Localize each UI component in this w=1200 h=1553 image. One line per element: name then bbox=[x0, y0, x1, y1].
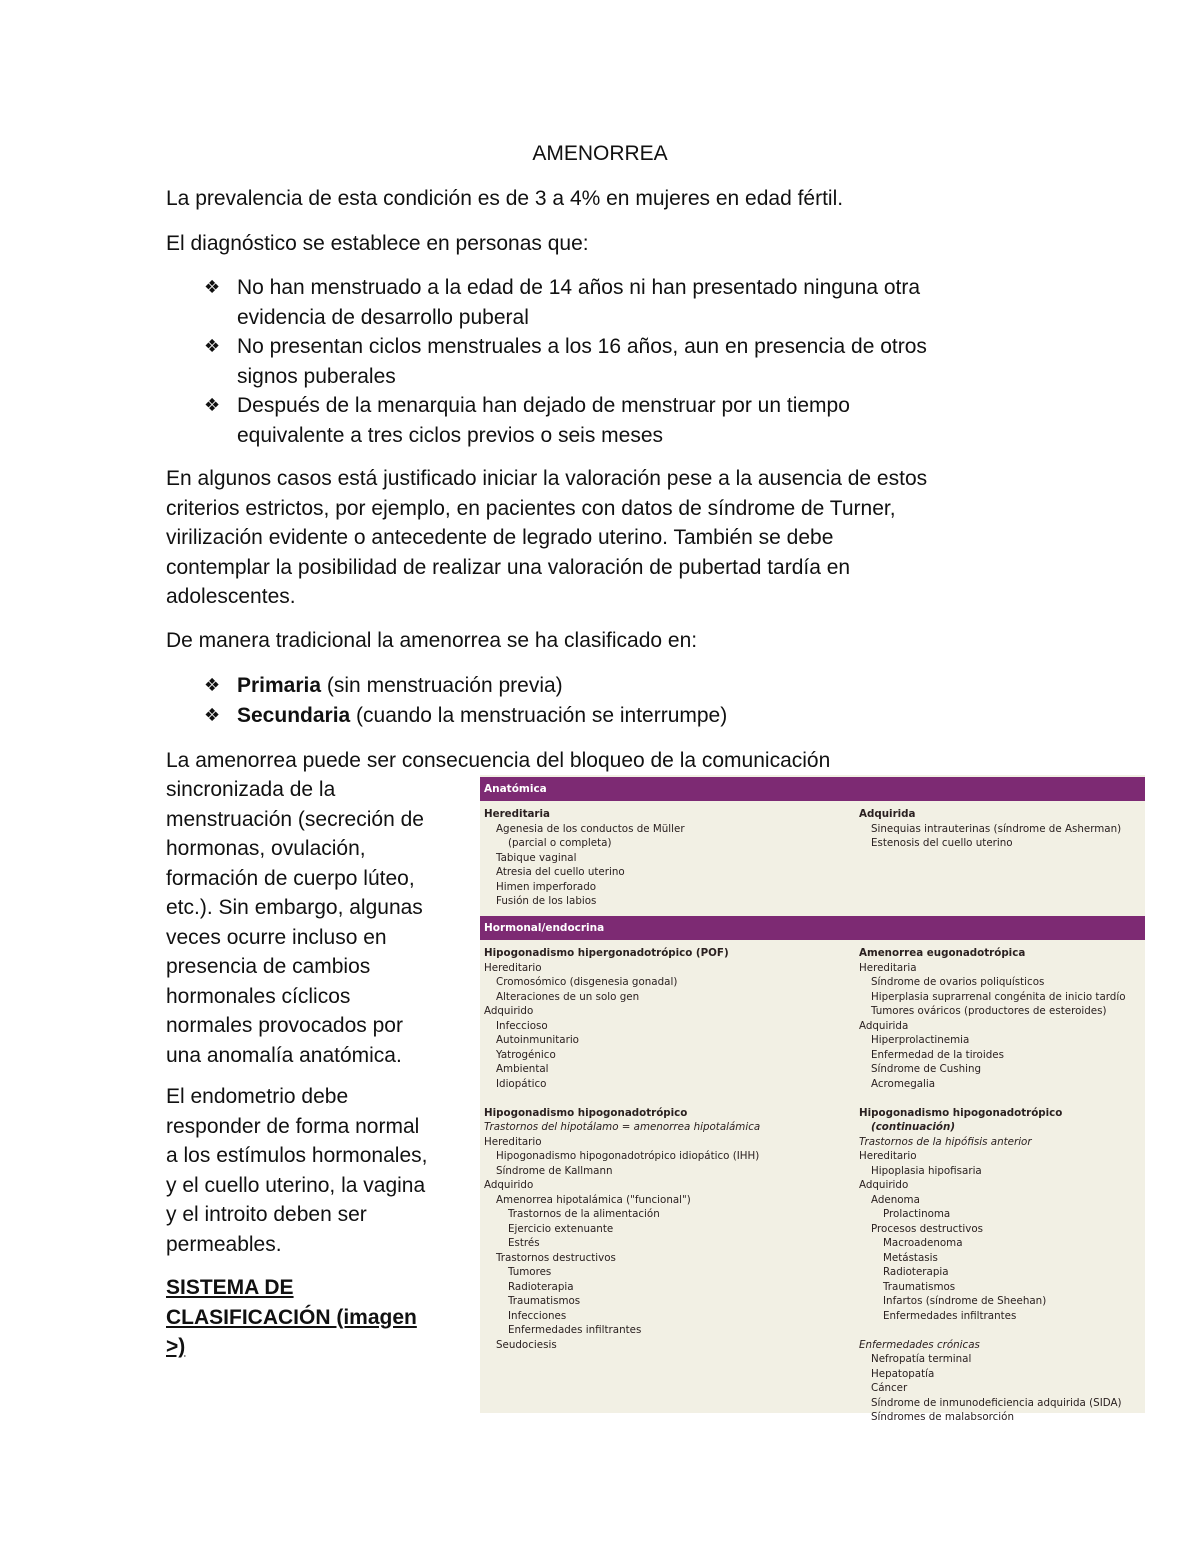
types-list bbox=[166, 671, 1036, 730]
hormonal-left-column bbox=[484, 946, 760, 1352]
table-entry bbox=[484, 1091, 760, 1106]
table-entry: (continuación) bbox=[871, 1121, 956, 1133]
diamond-bullet-icon: ❖ bbox=[204, 277, 221, 297]
table-entry: Hipogonadismo hipogonadotrópico bbox=[484, 1106, 688, 1119]
table-entry: Himen imperforado bbox=[496, 880, 597, 893]
table-entry: Tumores ováricos (productores de esteroides) bbox=[871, 1005, 1107, 1017]
table-entry: Agenesia de los conductos de Müller bbox=[496, 822, 685, 835]
table-entry: Hereditaria bbox=[484, 808, 550, 820]
table-entry: Metástasis bbox=[883, 1251, 938, 1264]
table-entry: Adquirida bbox=[859, 1019, 909, 1032]
table-entry: Adquirido bbox=[484, 1005, 534, 1017]
table-entry: Síndrome de Kallmann bbox=[496, 1164, 613, 1177]
diamond-bullet-icon: ❖ bbox=[204, 675, 221, 695]
table-entry: Hepatopatía bbox=[871, 1367, 935, 1380]
table-entry: Autoinmunitario bbox=[496, 1034, 579, 1046]
table-entry: Hiperprolactinemia bbox=[871, 1034, 970, 1046]
table-entry: Radioterapia bbox=[883, 1266, 949, 1278]
table-entry: Hereditario bbox=[484, 961, 542, 974]
anatomica-left-column bbox=[484, 807, 685, 909]
table-entry: Hereditario bbox=[484, 1135, 542, 1148]
table-entry bbox=[859, 1323, 1126, 1338]
table-entry: Infecciones bbox=[508, 1309, 567, 1322]
table-entry: Hipoplasia hipofisaria bbox=[871, 1164, 982, 1177]
table-entry: Atresia del cuello uterino bbox=[496, 866, 625, 878]
table-entry: Adquirido bbox=[484, 1179, 534, 1191]
table-entry bbox=[859, 1091, 1126, 1106]
list-item: ❖ Después de la menarquia han dejado de menstruar por un tiempo equivalente a tres ciclos previos o seis meses bbox=[166, 391, 1036, 450]
table-entry: Tabique vaginal bbox=[496, 851, 577, 864]
classification-table-image bbox=[480, 775, 1145, 1423]
table-entry: Traumatismos bbox=[883, 1280, 956, 1293]
list-item: ❖ No presentan ciclos menstruales a los 16 años, aun en presencia de otros signos puberales bbox=[166, 332, 1036, 391]
table-entry: Síndrome de Cushing bbox=[871, 1063, 982, 1075]
table-entry: Enfermedad de la tiroides bbox=[871, 1048, 1004, 1061]
table-entry: Trastornos del hipotálamo = amenorrea hipotalámica bbox=[484, 1121, 761, 1133]
table-entry: Enfermedades infiltrantes bbox=[883, 1309, 1017, 1322]
table-entry: Seudociesis bbox=[496, 1338, 557, 1351]
table-entry: Cáncer bbox=[871, 1382, 908, 1394]
table-entry: Procesos destructivos bbox=[871, 1222, 983, 1235]
table-entry: Yatrogénico bbox=[496, 1048, 556, 1061]
table-entry: Adenoma bbox=[871, 1193, 920, 1206]
anatomica-right-column bbox=[859, 807, 1121, 851]
table-entry: Enfermedades infiltrantes bbox=[508, 1324, 642, 1336]
table-entry: Hipogonadismo hipogonadotrópico bbox=[859, 1106, 1063, 1119]
table-entry: Hipogonadismo hipergonadotrópico (POF) bbox=[484, 947, 729, 959]
diamond-bullet-icon: ❖ bbox=[204, 336, 221, 356]
table-entry: Prolactinoma bbox=[883, 1208, 951, 1220]
diamond-bullet-icon: ❖ bbox=[204, 704, 221, 725]
table-entry: Ejercicio extenuante bbox=[508, 1222, 614, 1235]
table-entry: Amenorrea hipotalámica ("funcional") bbox=[496, 1193, 691, 1206]
table-entry: Adquirida bbox=[859, 808, 916, 820]
diamond-bullet-icon: ❖ bbox=[204, 395, 221, 415]
table-entry: Nefropatía terminal bbox=[871, 1353, 972, 1365]
table-entry: Hereditario bbox=[859, 1150, 917, 1162]
prevalence-paragraph: La prevalencia de esta condición es de 3 a 4% en mujeres en edad fértil. bbox=[166, 187, 844, 210]
table-entry: Síndrome de ovarios poliquísticos bbox=[871, 976, 1045, 988]
table-entry: Amenorrea eugonadotrópica bbox=[859, 947, 1026, 959]
table-entry: Fusión de los labios bbox=[496, 895, 597, 907]
table-entry: Sinequias intrauterinas (síndrome de Asherman) bbox=[871, 822, 1122, 835]
list-item: ❖ No han menstruado a la edad de 14 años ni han presentado ninguna otra evidencia de desarrollo puberal bbox=[166, 273, 1036, 332]
classification-intro: De manera tradicional la amenorrea se ha clasificado en: bbox=[166, 629, 698, 652]
table-entry: Macroadenoma bbox=[883, 1237, 963, 1249]
table-entry: Hipogonadismo hipogonadotrópico idiopático (IHH) bbox=[496, 1150, 760, 1162]
table-entry: Hereditaria bbox=[859, 961, 917, 974]
table-entry: Estenosis del cuello uterino bbox=[871, 837, 1013, 849]
evaluation-paragraph: En algunos casos está justificado iniciar la valoración pese a la ausencia de estos criterios estrictos, por ejemplo, en pacientes con datos de síndrome de Turner, virilización evidente o antecedente de legrado uterino. También se debe contemplar la posibilidad de realizar una valoración de pubertad tardía en adolescentes. bbox=[166, 467, 928, 608]
table-entry: Infeccioso bbox=[496, 1019, 548, 1032]
list-item: ❖ Secundaria (cuando la menstruación se interrumpe) bbox=[166, 701, 1036, 731]
table-section-bar-hormonal: Hormonal/endocrina bbox=[480, 916, 1145, 940]
table-entry: Trastornos de la alimentación bbox=[508, 1208, 660, 1220]
table-entry: Alteraciones de un solo gen bbox=[496, 990, 640, 1003]
table-entry: Trastornos destructivos bbox=[496, 1251, 616, 1264]
endometrium-paragraph: El endometrio debe responder de forma normal a los estímulos hormonales, y el cuello uterino, la vagina y el introito deben ser permeables. bbox=[166, 1085, 428, 1256]
table-entry: Traumatismos bbox=[508, 1295, 581, 1307]
classification-heading: SISTEMA DE CLASIFICACIÓN (imagen >) bbox=[166, 1276, 417, 1358]
hormonal-right-column bbox=[859, 946, 1126, 1425]
table-entry: Tumores bbox=[508, 1266, 552, 1278]
criteria-list bbox=[166, 273, 1036, 450]
table-entry: Radioterapia bbox=[508, 1280, 574, 1293]
table-entry: Enfermedades crónicas bbox=[859, 1338, 980, 1351]
table-entry: Síndromes de malabsorción bbox=[871, 1411, 1014, 1423]
table-entry: Idiopático bbox=[496, 1077, 547, 1090]
table-entry: (parcial o completa) bbox=[508, 837, 612, 849]
list-item: ❖ Primaria (sin menstruación previa) bbox=[166, 671, 1036, 701]
table-section-bar-anatomica: Anatómica bbox=[480, 777, 1145, 801]
diagnosis-intro: El diagnóstico se establece en personas que: bbox=[166, 232, 589, 255]
table-entry: Estrés bbox=[508, 1237, 540, 1249]
table-entry: Adquirido bbox=[859, 1179, 909, 1191]
document-title: AMENORREA bbox=[532, 142, 668, 165]
table-entry: Ambiental bbox=[496, 1063, 549, 1075]
table-entry: Acromegalia bbox=[871, 1077, 936, 1090]
table-entry: Síndrome de inmunodeficiencia adquirida (SIDA) bbox=[871, 1396, 1122, 1409]
cause-paragraph-first-line: La amenorrea puede ser consecuencia del bloqueo de la comunicación bbox=[166, 749, 831, 772]
table-entry: Hiperplasia suprarrenal congénita de inicio tardío bbox=[871, 990, 1126, 1003]
table-entry: Cromosómico (disgenesia gonadal) bbox=[496, 976, 678, 988]
cause-paragraph: sincronizada de la menstruación (secreción de hormonas, ovulación, formación de cuerpo lúteo, etc.). Sin embargo, algunas veces ocurre incluso en presencia de cambios hormonales cíclicos normales provocados por una anomalía anatómica. bbox=[166, 778, 424, 1067]
table-entry: Trastornos de la hipófisis anterior bbox=[859, 1135, 1032, 1148]
table-entry: Infartos (síndrome de Sheehan) bbox=[883, 1295, 1047, 1307]
